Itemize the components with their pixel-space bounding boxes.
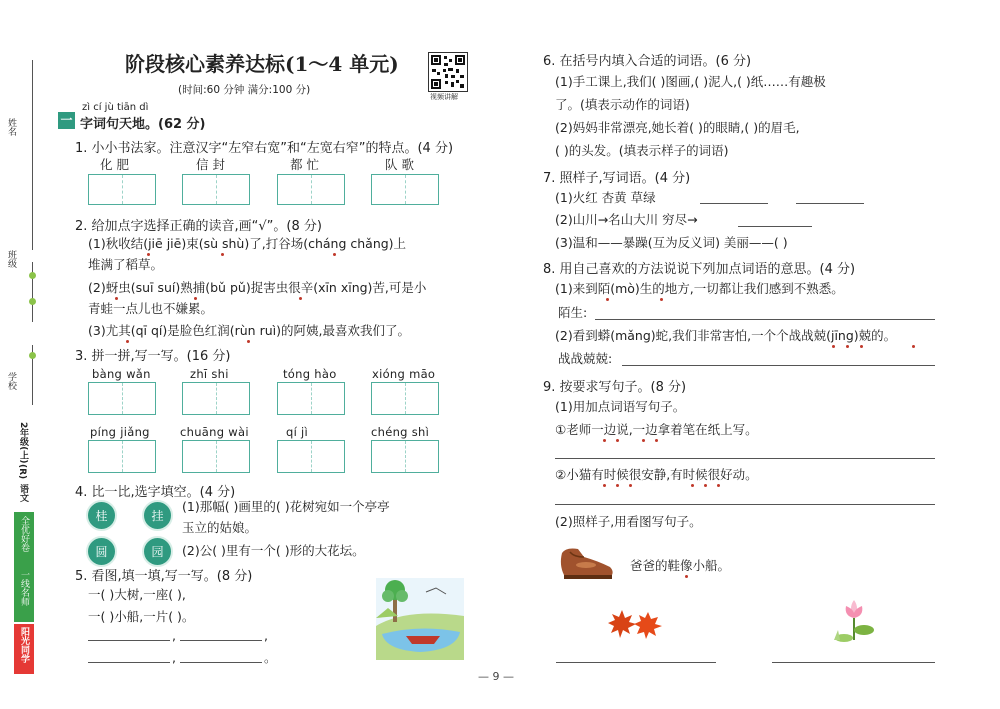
emphasis-dot: [147, 253, 150, 256]
emphasis-dot: [115, 297, 118, 300]
emphasis-dot: [846, 345, 849, 348]
answer-line[interactable]: [595, 319, 935, 320]
spine-subject: 语文: [18, 484, 28, 502]
q9-sentence-2: ②小猫有时候很安静,有时候很好动。: [555, 467, 758, 482]
q2-line-5: (3)尤其(qī qí)是脸色红润(rùn ruì)的阿姨,最喜欢我们了。: [88, 323, 410, 338]
comma: ,: [172, 628, 176, 643]
comma: ,: [172, 650, 176, 665]
emphasis-dot: [629, 484, 632, 487]
q2-line-4: 青蛙一点儿也不嫌累。: [88, 301, 214, 316]
answer-line[interactable]: [555, 504, 935, 505]
emphasis-dot: [642, 439, 645, 442]
answer-line[interactable]: [796, 203, 864, 204]
q1-writing-grid[interactable]: [371, 174, 439, 205]
emphasis-dot: [655, 439, 658, 442]
emphasis-dot: [221, 253, 224, 256]
answer-line[interactable]: [772, 662, 935, 663]
brand-logo: 阳光同学: [19, 627, 29, 663]
char-badge: 园: [142, 536, 173, 567]
page-number: — 9 —: [478, 670, 514, 683]
q8-line-2: (2)看到蟒(mǎng)蛇,我们非常害怕,一个个战战兢(jīng)兢的。: [555, 328, 897, 343]
answer-line[interactable]: [180, 662, 262, 663]
q3-pinyin: chuāng wài: [180, 425, 249, 439]
q8-label-2: 战战兢兢:: [558, 351, 613, 366]
emphasis-dot: [194, 297, 197, 300]
spine-strip: [14, 420, 34, 675]
q3-pinyin: xióng māo: [372, 367, 436, 381]
q5-title: 5. 看图,填一填,写一写。(8 分): [75, 569, 253, 584]
q9-sub-1: (1)用加点词语写句子。: [555, 399, 686, 414]
emphasis-dot: [691, 484, 694, 487]
answer-line[interactable]: [180, 640, 262, 641]
lotus-illustration: [832, 596, 876, 646]
emphasis-dot: [333, 253, 336, 256]
q2-line-2: 堆满了稻草。: [88, 257, 164, 272]
q7-line-1: (1)火红 杏黄 草绿: [555, 190, 656, 205]
answer-line[interactable]: [555, 458, 935, 459]
q3-pinyin: tóng hào: [283, 367, 337, 381]
spine-slogan-2: 一线名师: [19, 570, 29, 606]
char-badge: 桂: [86, 500, 117, 531]
emphasis-dot: [685, 575, 688, 578]
class-line: [32, 262, 33, 322]
answer-line[interactable]: [556, 662, 716, 663]
section-number-badge: 一: [58, 112, 75, 129]
section-pinyin: zì cí jù tiān dì: [82, 102, 149, 113]
lake-scene-icon: [376, 578, 464, 660]
emphasis-dot: [616, 484, 619, 487]
q2-line-1: (1)秋收结(jiē jiē)束(sù shù)了,打谷场(cháng chǎng)上: [88, 236, 407, 251]
q1-writing-grid[interactable]: [277, 174, 345, 205]
emphasis-dot: [860, 345, 863, 348]
q9-example: 爸爸的鞋像小船。: [630, 558, 731, 573]
q4-line-1: (1)那幅( )画里的( )花树宛如一个亭亭: [182, 499, 390, 514]
lake-scene-illustration: [376, 578, 464, 660]
emphasis-dot: [704, 484, 707, 487]
emphasis-dot: [660, 298, 663, 301]
q3-writing-grid[interactable]: [277, 440, 345, 473]
q4-line-2: 玉立的姑娘。: [182, 520, 258, 535]
answer-line[interactable]: [738, 226, 812, 227]
binding-margin: [0, 0, 48, 709]
q1-writing-grid[interactable]: [88, 174, 156, 205]
q3-writing-grid[interactable]: [88, 440, 156, 473]
emphasis-dot: [832, 345, 835, 348]
q3-title: 3. 拼一拼,写一写。(16 分): [75, 349, 231, 364]
q8-label-1: 陌生:: [558, 305, 588, 320]
q3-pinyin: chéng shì: [371, 425, 430, 439]
answer-line[interactable]: [700, 203, 768, 204]
q6-title: 6. 在括号内填入合适的词语。(6 分): [543, 54, 752, 69]
q3-writing-grid[interactable]: [371, 440, 439, 473]
q1-title: 1. 小小书法家。注意汉字“左窄右宽”和“左宽右窄”的特点。(4 分): [75, 141, 454, 156]
emphasis-dot: [912, 345, 915, 348]
time-score-info: (时间:60 分钟 满分:100 分): [178, 84, 311, 96]
q1-word-2: 信 封: [196, 157, 225, 172]
q3-pinyin: qí jì: [286, 425, 309, 439]
q1-word-3: 都 忙: [290, 157, 319, 172]
comma: ,: [264, 628, 268, 643]
q3-writing-grid[interactable]: [277, 382, 345, 415]
maple-leaves-illustration: [608, 606, 664, 642]
answer-line[interactable]: [88, 640, 170, 641]
q1-writing-grid[interactable]: [182, 174, 250, 205]
binding-dot: [29, 272, 36, 279]
answer-line[interactable]: [88, 662, 170, 663]
q8-title: 8. 用自己喜欢的方法说说下列加点词语的意思。(4 分): [543, 262, 856, 277]
binding-dot: [29, 352, 36, 359]
q4-title: 4. 比一比,选字填空。(4 分): [75, 485, 236, 500]
name-line: [32, 60, 33, 250]
q5-line-2: 一( )小船,一片( )。: [88, 609, 195, 624]
q6-line-2: 了。(填表示动作的词语): [555, 97, 690, 112]
q3-writing-grid[interactable]: [88, 382, 156, 415]
q3-pinyin: zhī shi: [190, 367, 229, 381]
q9-title: 9. 按要求写句子。(8 分): [543, 380, 687, 395]
qr-code[interactable]: [428, 52, 468, 92]
emphasis-dot: [717, 484, 720, 487]
emphasis-dot: [247, 340, 250, 343]
q1-word-1: 化 肥: [100, 157, 129, 172]
q2-title: 2. 给加点字选择正确的读音,画“√”。(8 分): [75, 219, 322, 234]
q6-line-3: (2)妈妈非常漂亮,她长着( )的眼睛,( )的眉毛,: [555, 120, 800, 135]
qr-caption: 视频讲解: [430, 93, 458, 101]
q5-line-1: 一( )大树,一座( ),: [88, 587, 186, 602]
school-label: 学校: [6, 372, 16, 390]
period: 。: [264, 650, 277, 665]
q7-line-3: (3)温和——暴躁(互为反义词) 美丽——( ): [555, 235, 788, 250]
q7-title: 7. 照样子,写词语。(4 分): [543, 171, 691, 186]
q2-line-3: (2)蚜虫(suī suí)熟捕(bǔ pǔ)捉害虫很辛(xīn xīng)苦,可是小: [88, 280, 427, 295]
q3-pinyin: píng jiǎng: [90, 425, 150, 439]
q6-line-4: ( )的头发。(填表示样子的词语): [555, 143, 729, 158]
emphasis-dot: [299, 297, 302, 300]
emphasis-dot: [603, 484, 606, 487]
q9-sub-2: (2)照样子,用看图写句子。: [555, 514, 702, 529]
lotus-icon: [832, 596, 876, 646]
name-label: 姓名: [6, 118, 16, 136]
q1-word-4: 队 歌: [385, 157, 414, 172]
q8-line-1: (1)来到陌(mò)生的地方,一切都让我们感到不熟悉。: [555, 281, 844, 296]
q9-sentence-1: ①老师一边说,一边拿着笔在纸上写。: [555, 422, 758, 437]
binding-dot: [29, 298, 36, 305]
q3-pinyin: bàng wǎn: [92, 367, 151, 381]
q3-writing-grid[interactable]: [182, 440, 250, 473]
qr-icon: [429, 53, 467, 91]
char-badge: 挂: [142, 500, 173, 531]
emphasis-dot: [616, 439, 619, 442]
q3-writing-grid[interactable]: [182, 382, 250, 415]
q6-line-1: (1)手工课上,我们( )图画,( )泥人,( )纸……有趣极: [555, 74, 826, 89]
q3-writing-grid[interactable]: [371, 382, 439, 415]
worksheet-title: 阶段核心素养达标(1～4 单元): [125, 52, 399, 76]
maple-leaf-icon: [608, 606, 664, 642]
spine-slogan-1: 全优好卷: [19, 516, 29, 552]
shoe-icon: [556, 543, 616, 583]
shoe-illustration: [556, 543, 616, 583]
emphasis-dot: [606, 298, 609, 301]
q7-line-2: (2)山川→名山大川 穷尽→: [555, 212, 698, 227]
char-badge: 圆: [86, 536, 117, 567]
spine-edition: (R): [17, 464, 27, 480]
emphasis-dot: [603, 439, 606, 442]
section-title: 字词句天地。(62 分): [80, 117, 206, 132]
class-label: 班级: [6, 250, 16, 268]
spine-grade: 2年级(上): [18, 422, 28, 464]
answer-line[interactable]: [622, 365, 935, 366]
q4-line-3: (2)公( )里有一个( )形的大花坛。: [182, 543, 365, 558]
emphasis-dot: [126, 340, 129, 343]
